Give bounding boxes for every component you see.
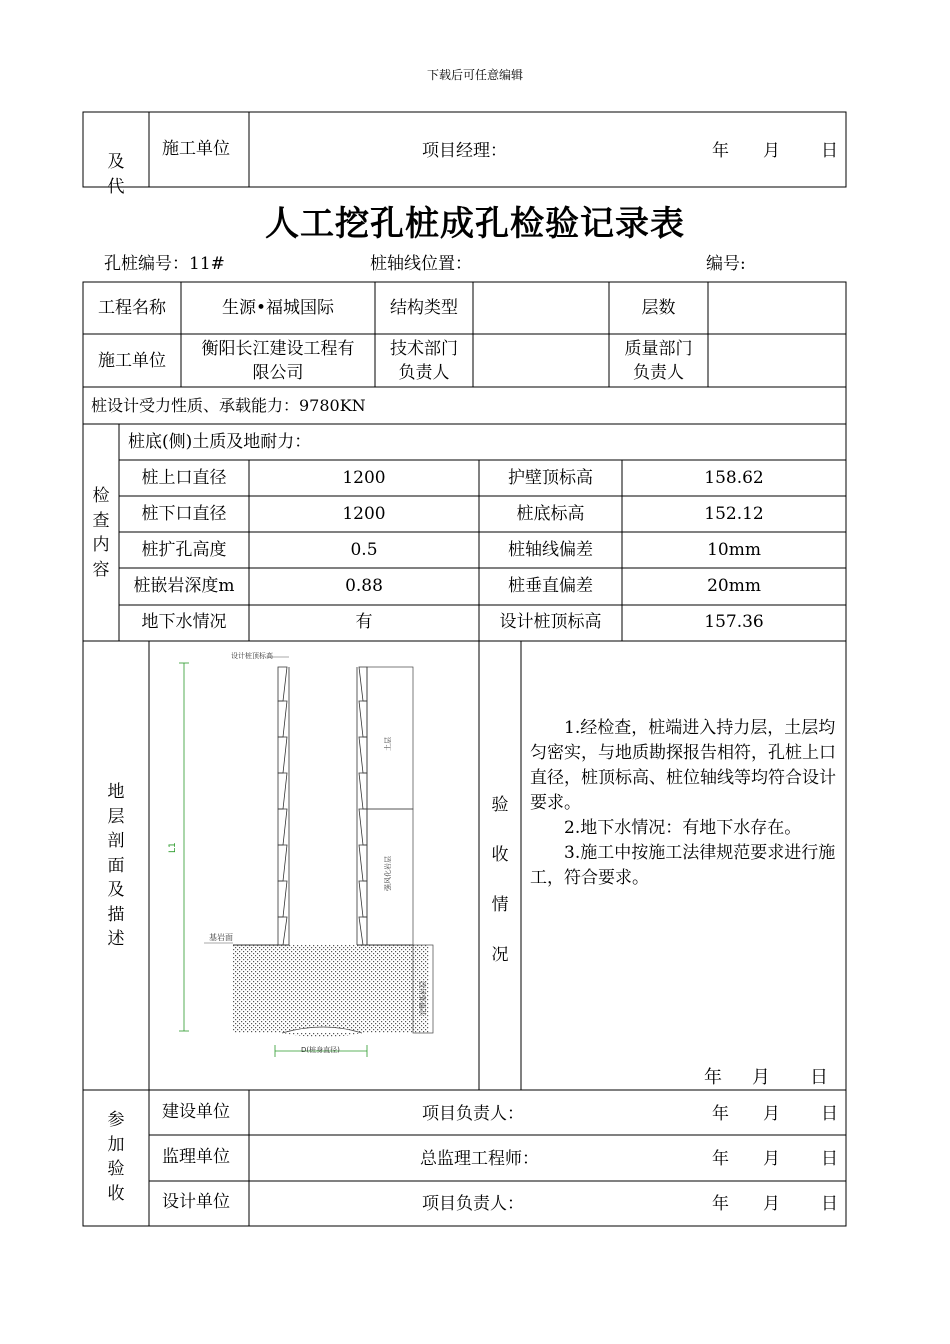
signoff-row2-unit: 监理单位 [162,1147,230,1167]
insp-row5-value1: 有 [355,612,373,632]
insp-row3-label2: 桩轴线偏差 [508,540,593,560]
contractor-value-line2: 限公司 [252,363,304,383]
insp-row1-label1: 桩上口直径 [141,468,227,488]
insp-row2-value2: 152.12 [704,504,764,524]
drawing-depth-label: L1 [168,842,178,853]
insp-row5-label2: 设计桩顶标高 [499,612,602,632]
soil-note: 桩底(侧)土质及地耐力： [128,432,312,452]
pile-number: 孔桩编号：11# [104,254,225,274]
axis-position: 桩轴线位置： [370,254,472,274]
signoff-row2-year: 年 [712,1149,729,1169]
signoff-row1-role: 项目负责人： [422,1104,524,1124]
contractor-value-line1: 衡阳长江建设工程有 [201,339,355,359]
section-day: 日 [810,1067,828,1088]
signoff-row1-year: 年 [712,1104,729,1124]
inspection-side-label: 检查内容 [92,486,110,580]
insp-row4-label2: 桩垂直偏差 [508,576,593,596]
acceptance-p3: 3.施工中按施工法律规范要求进行施工，符合要求。 [530,843,836,888]
signoff-row3-role: 项目负责人： [422,1194,524,1214]
section-side-label: 地层剖面及描述 [107,782,125,949]
contractor-label: 施工单位 [98,351,166,371]
signoff-row3-month: 月 [763,1194,780,1214]
top-fragment-manager-label: 项目经理： [422,141,507,161]
insp-row3-value2: 10mm [707,540,761,560]
signoff-row2-role: 总监理工程师： [420,1149,539,1169]
insp-row4-value2: 20mm [707,576,761,596]
signoff-row2-day: 日 [821,1149,838,1169]
signoff-row3-day: 日 [821,1194,838,1214]
project-name-value: 生源•福城国际 [221,298,335,318]
right-pile-wall [357,667,367,945]
signoff-row1-month: 月 [763,1104,780,1124]
tech-label-line1: 技术部门 [390,339,458,359]
acceptance-text [530,716,842,891]
top-fragment-month: 月 [763,141,780,161]
insp-row3-value1: 0.5 [350,540,378,560]
insp-row1-label2: 护壁顶标高 [508,468,593,488]
pile-section-drawing [149,641,479,1090]
depth-dimension [179,663,189,1031]
acceptance-p1: 1.经检查，桩端进入持力层，土层均匀密实，与地质勘探报告相符，孔桩上口直径，桩顶标高、桩位轴线等均符合设计要求。 [530,718,836,813]
signoff-row3-unit: 设计单位 [162,1192,230,1212]
drawing-layer3-label: 完整基岩层 [419,981,427,1016]
acceptance-side-label: 验收情况 [491,795,509,965]
insp-row1-value1: 1200 [342,468,386,488]
drawing-top-label: 设计桩顶标高 [231,652,273,660]
rock-hatch [233,945,429,1037]
insp-row4-value1: 0.88 [345,576,383,596]
top-fragment-day: 日 [821,141,838,161]
signoff-row1-day: 日 [821,1104,838,1124]
insp-row4-label1: 桩嵌岩深度m [133,576,235,596]
drawing-diameter-label: D(桩身直径) [301,1046,340,1054]
insp-row5-value2: 157.36 [704,612,764,632]
left-pile-wall [278,667,289,945]
page-title: 人工挖孔桩成孔检验记录表 [265,204,685,244]
tech-label-line2: 负责人 [398,363,450,383]
header-note: 下载后可任意编辑 [426,68,523,82]
section-year: 年 [704,1067,722,1088]
quality-label-line1: 质量部门 [624,339,693,359]
floors-label: 层数 [641,298,676,318]
insp-row2-label2: 桩底标高 [516,504,585,524]
design-capacity: 桩设计受力性质、承载能力：9780KN [91,396,366,415]
quality-label-line2: 负责人 [633,363,684,383]
insp-row3-label1: 桩扩孔高度 [141,540,227,560]
signoff-row3-year: 年 [712,1194,729,1214]
drawing-layer1-label: 土层 [384,737,392,751]
signoff-row1-unit: 建设单位 [162,1102,230,1122]
drawing-layer2-label: 强风化岩层 [384,856,392,891]
signoff-row2-month: 月 [763,1149,780,1169]
insp-row5-label1: 地下水情况 [141,612,227,632]
insp-row2-value1: 1200 [342,504,386,524]
serial-number: 编号: [706,254,746,274]
section-month: 月 [752,1067,770,1088]
signoff-side-label: 参加验收 [107,1110,125,1204]
top-fragment-year: 年 [712,141,729,161]
acceptance-p2: 2.地下水情况：有地下水存在。 [564,818,802,838]
structure-type-label: 结构类型 [390,298,458,318]
project-name-label: 工程名称 [98,298,166,318]
top-fragment-unit-label: 施工单位 [162,139,230,159]
drawing-base-label: 基岩面 [209,933,233,942]
top-fragment-side-label: 及代 [107,152,125,197]
insp-row2-label1: 桩下口直径 [141,504,227,524]
insp-row1-value2: 158.62 [704,468,764,488]
